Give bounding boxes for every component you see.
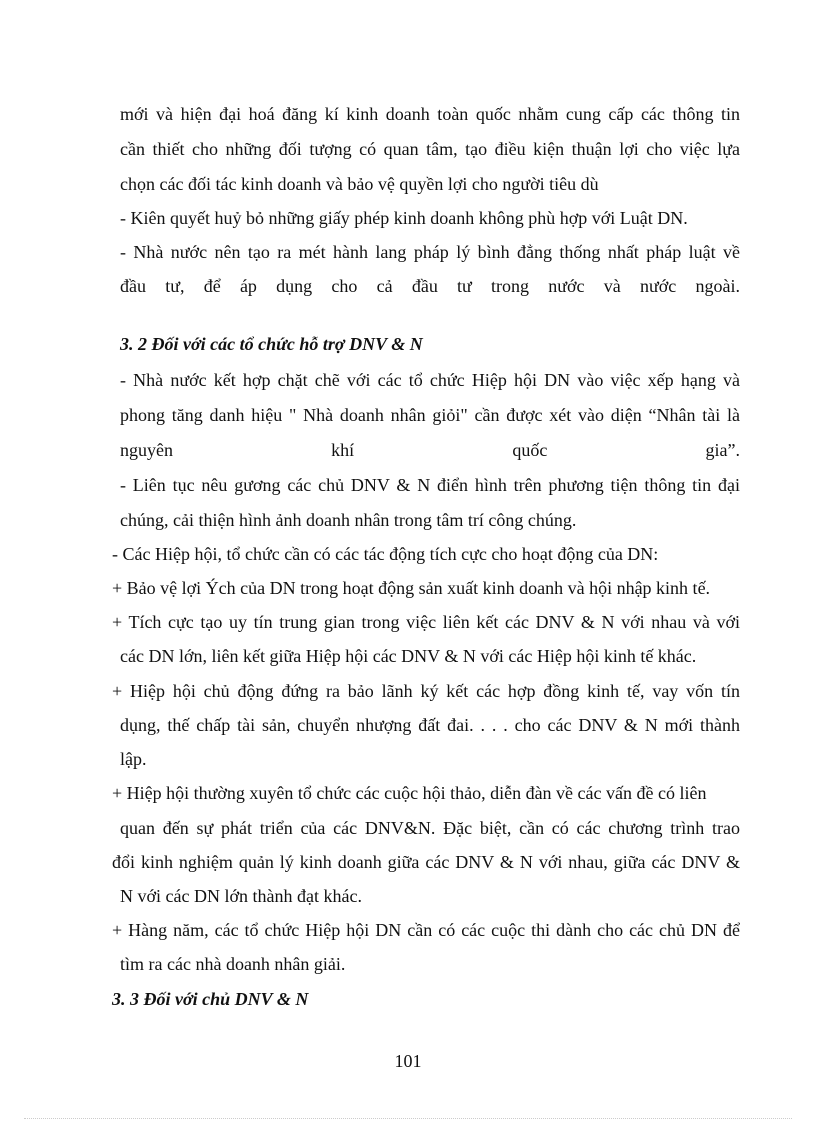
plus-item: + Hiệp hội chủ động đứng ra bảo lãnh ký kết các hợp đồng kinh tế, vay vốn tín (112, 681, 740, 701)
bullet-item: - Nhà nước nên tạo ra mét hành lang pháp lý bình đẳng thống nhất pháp luật về (120, 242, 740, 262)
paragraph-line: chúng, cải thiện hình ảnh doanh nhân trong tâm trí công chúng. (120, 510, 577, 530)
paragraph-line: mới và hiện đại hoá đăng kí kinh doanh toàn quốc nhằm cung cấp các thông tin (120, 104, 740, 124)
bullet-item: - Liên tục nêu gương các chủ DNV & N điển hình trên phương tiện thông tin đại (120, 475, 740, 495)
page-divider (24, 1118, 792, 1119)
bullet-item: - Các Hiệp hội, tổ chức cần có các tác động tích cực cho hoạt động của DN: (112, 544, 659, 564)
paragraph-line: tìm ra các nhà doanh nhân giải. (120, 954, 346, 974)
paragraph-line: các DN lớn, liên kết giữa Hiệp hội các DNV & N với các Hiệp hội kinh tế khác. (120, 646, 697, 666)
plus-item: + Hiệp hội thường xuyên tổ chức các cuộc hội thảo, diễn đàn về các vấn đề có liên (112, 783, 707, 803)
paragraph-line: dụng, thế chấp tài sản, chuyển nhượng đất đai. . . . cho các DNV & N mới thành (120, 715, 740, 735)
paragraph-line: đổi kinh nghiệm quản lý kinh doanh giữa các DNV & N với nhau, giữa các DNV & (112, 852, 740, 872)
paragraph-line: lập. (120, 749, 147, 769)
section-heading: 3. 2 Đối với các tổ chức hỗ trợ DNV & N (120, 334, 423, 354)
plus-item: + Bảo vệ lợi Ých của DN trong hoạt động sản xuất kinh doanh và hội nhập kinh tế. (112, 578, 711, 598)
paragraph-line: N với các DN lớn thành đạt khác. (120, 886, 362, 906)
bullet-item: - Nhà nước kết hợp chặt chẽ với các tổ chức Hiệp hội DN vào việc xếp hạng và (120, 370, 740, 390)
plus-item: + Hàng năm, các tổ chức Hiệp hội DN cần có các cuộc thi dành cho các chủ DN để (112, 920, 740, 940)
paragraph-line: quan đến sự phát triển của các DNV&N. Đặc biệt, cần có các chương trình trao (120, 818, 740, 838)
paragraph-line: phong tăng danh hiệu " Nhà doanh nhân giỏi" cần được xét vào diện “Nhân tài là (120, 405, 740, 425)
page-number: 101 (394, 1051, 422, 1071)
section-heading: 3. 3 Đối với chủ DNV & N (112, 989, 309, 1009)
paragraph-line: cần thiết cho những đối tượng có quan tâm, tạo điều kiện thuận lợi cho việc lựa (120, 139, 740, 159)
plus-item: + Tích cực tạo uy tín trung gian trong việc liên kết các DNV & N với nhau và với (112, 612, 740, 632)
bullet-item: - Kiên quyết huỷ bỏ những giấy phép kinh doanh không phù hợp với Luật DN. (120, 208, 688, 228)
paragraph-line: chọn các đối tác kinh doanh và bảo vệ quyền lợi cho người tiêu dù (120, 174, 599, 194)
paragraph-line: đầu tư, để áp dụng cho cả đầu tư trong nước và nước ngoài. (120, 276, 740, 296)
paragraph-line: nguyên khí quốc gia”. (120, 440, 740, 460)
